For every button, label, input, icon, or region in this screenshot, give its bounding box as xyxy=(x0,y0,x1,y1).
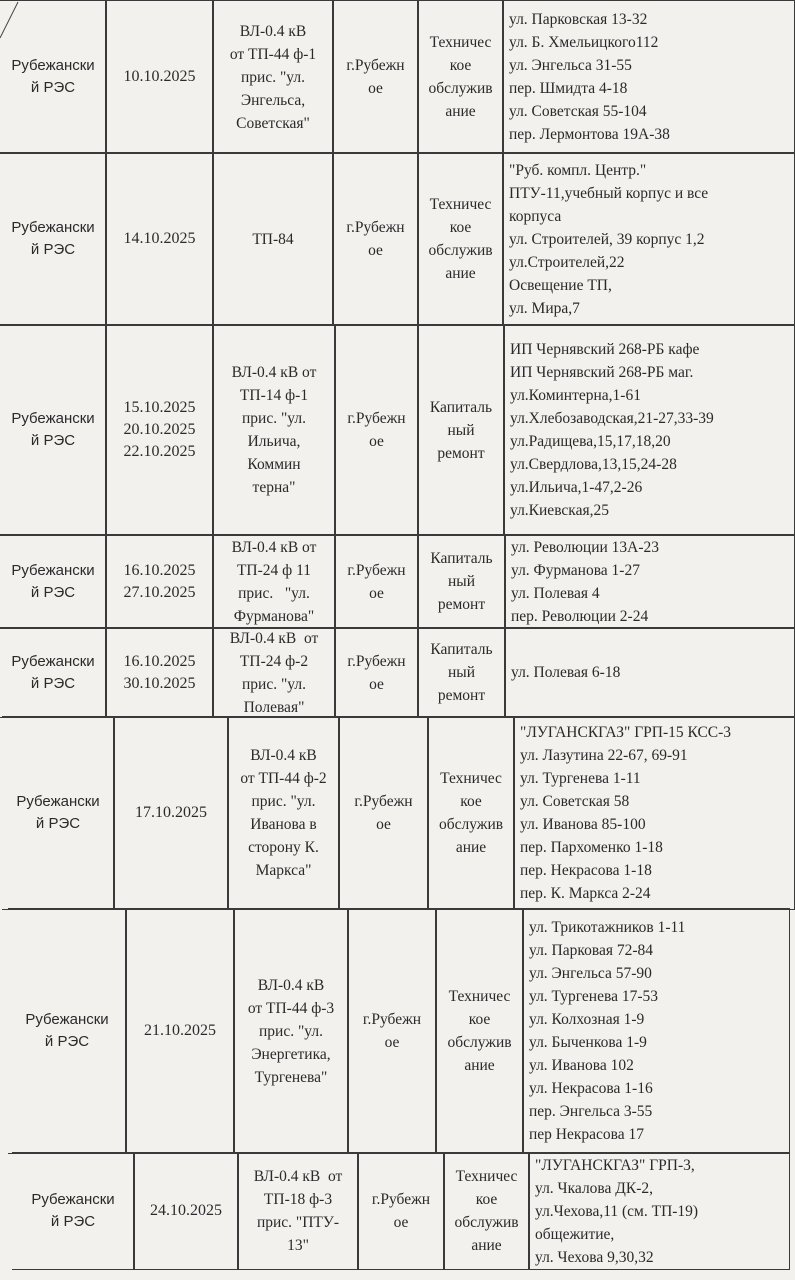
address-cell xyxy=(505,535,795,628)
address-line: ул. Некрасова 1-16 xyxy=(529,1080,653,1097)
object-text-line: прис. "ул. xyxy=(242,410,306,427)
work-type-text-line: ание xyxy=(455,839,487,856)
address-line: ул. Мира,7 xyxy=(509,299,580,317)
address-line: ул. Тургенева 17-53 xyxy=(529,988,658,1005)
column-divider xyxy=(338,717,340,909)
object-text-line: ТП-14 ф-1 xyxy=(239,387,309,404)
work-type-text-line: кое xyxy=(449,219,472,236)
date-cell xyxy=(106,628,213,717)
city-text-line: ое xyxy=(369,584,384,602)
object-text-line: терна" xyxy=(252,479,296,496)
city-text-line: г.Рубежн xyxy=(354,793,413,810)
object-text-line: Фурманова" xyxy=(233,607,315,625)
object-text-line: ВЛ-0.4 кВ от xyxy=(253,1168,343,1185)
object-cell xyxy=(228,717,339,909)
address-line: ул. Фурманова 1-27 xyxy=(511,561,640,579)
work-type-text-line: ание xyxy=(445,265,476,282)
org-text-line: й РЭС xyxy=(30,241,76,258)
org-text-line: Рубежански xyxy=(11,410,95,427)
address-line: ул. Парковская 13-32 xyxy=(509,11,648,28)
address-line: ул. Быченкова 1-9 xyxy=(529,1034,647,1051)
address-line: ул. Энгельса 57-90 xyxy=(529,965,652,982)
org-text-line: й РЭС xyxy=(35,815,81,832)
address-line: ул. Иванова 102 xyxy=(529,1057,634,1074)
org-text-line: й РЭС xyxy=(30,432,76,449)
address-line: ул. Строителей, 39 корпус 1,2 xyxy=(509,230,705,248)
address-line: ул.Чехова,11 (см. ТП-19) xyxy=(535,1202,699,1220)
org-text-line: Рубежански xyxy=(16,793,100,810)
column-divider xyxy=(334,325,336,535)
date-cell xyxy=(126,909,234,1153)
city-cell xyxy=(335,628,418,717)
org-cell xyxy=(2,717,114,909)
city-text-line: ое xyxy=(368,80,383,97)
column-divider xyxy=(212,628,214,717)
table-row xyxy=(2,716,795,910)
work-type-text-line: ремонт xyxy=(437,596,486,613)
date-text-line: 21.10.2025 xyxy=(144,1022,216,1039)
column-divider xyxy=(212,325,214,535)
city-cell xyxy=(348,909,436,1153)
column-divider xyxy=(435,909,437,1153)
address-line: ул.Киевская,25 xyxy=(510,502,609,519)
address-cell xyxy=(503,1,795,153)
table-row xyxy=(0,324,795,536)
column-divider xyxy=(357,1153,359,1269)
org-cell xyxy=(12,1153,134,1269)
address-cell xyxy=(503,153,795,325)
column-divider xyxy=(105,535,107,628)
object-cell xyxy=(213,153,333,325)
column-divider xyxy=(237,1153,239,1269)
org-text-line: Рубежански xyxy=(11,561,95,579)
work-type-cell xyxy=(418,535,505,628)
address-line: ПТУ-11,учебный корпус и все xyxy=(509,184,709,202)
address-line: пер. Революции 2-24 xyxy=(511,607,649,625)
city-text-line: г.Рубежн xyxy=(346,57,405,74)
date-text-line: 16.10.2025 xyxy=(123,561,196,579)
org-text-line: Рубежански xyxy=(11,219,95,236)
object-text-line: Коммин xyxy=(247,456,301,473)
date-text-line: 24.10.2025 xyxy=(150,1202,222,1219)
table-row xyxy=(0,534,795,629)
column-divider xyxy=(528,1153,530,1269)
object-text-line: Полевая" xyxy=(243,698,305,716)
column-divider xyxy=(212,535,214,628)
city-cell xyxy=(358,1153,444,1269)
work-type-text-line: Капиталь xyxy=(430,641,493,658)
city-text-line: г.Рубежн xyxy=(347,652,406,670)
org-cell xyxy=(0,628,106,717)
city-text-line: ое xyxy=(393,1214,409,1231)
object-text-line: Энергетика, xyxy=(251,1045,331,1063)
work-type-text-line: ный xyxy=(447,573,475,590)
column-divider xyxy=(105,1,107,153)
object-text-line: от ТП-44 ф-2 xyxy=(240,770,327,787)
address-line: ул.Коминтерна,1-61 xyxy=(510,387,641,404)
city-cell xyxy=(333,1,418,153)
address-line: ул. Революции 13А-23 xyxy=(511,538,660,556)
object-text-line: ТП-24 ф 11 xyxy=(236,561,312,579)
date-cell xyxy=(106,325,213,535)
column-divider xyxy=(513,717,515,909)
address-line: пер. Пархоменко 1-18 xyxy=(520,839,663,856)
address-line: ул. Трикотажников 1-11 xyxy=(529,919,686,936)
column-divider xyxy=(417,535,419,628)
column-divider xyxy=(417,325,419,535)
work-type-cell xyxy=(444,1153,529,1269)
address-line: ул. Советская 55-104 xyxy=(509,103,647,120)
column-divider xyxy=(443,1153,445,1269)
address-line: ул. Б. Хмельицкого112 xyxy=(509,34,659,51)
object-text-line: прис. "ул. xyxy=(238,584,310,602)
work-type-cell xyxy=(436,909,523,1153)
object-cell xyxy=(234,909,348,1153)
city-text-line: г.Рубежн xyxy=(371,1191,431,1208)
table-row xyxy=(12,1152,790,1270)
city-cell xyxy=(335,325,418,535)
object-cell xyxy=(213,628,335,717)
work-type-cell xyxy=(428,717,514,909)
city-text-line: г.Рубежн xyxy=(362,1011,422,1028)
city-text-line: г.Рубежн xyxy=(346,219,405,236)
work-type-text-line: ремонт xyxy=(437,444,485,462)
city-text-line: г.Рубежн xyxy=(347,561,406,579)
object-text-line: 13" xyxy=(287,1237,309,1254)
org-text-line: Рубежански xyxy=(11,652,95,670)
column-divider xyxy=(334,628,336,717)
object-text-line: сторону К. xyxy=(248,839,319,856)
org-text-line: Рубежански xyxy=(11,57,95,74)
address-line: ул.Свердлова,13,15,24-28 xyxy=(510,456,677,473)
address-line: ул. Парковая 72-84 xyxy=(529,942,654,959)
work-type-text-line: кое xyxy=(449,57,472,74)
address-line: ул.Ильича,1-47,2-26 xyxy=(510,479,643,496)
org-cell xyxy=(0,1,106,153)
org-text-line: й РЭС xyxy=(30,674,76,692)
work-type-text-line: Техничес xyxy=(429,196,492,213)
object-text-line: ВЛ-0.4 кВ xyxy=(239,22,307,40)
object-text-line: ТП-84 xyxy=(252,230,294,248)
address-line: ул. Чкалова ДК-2, xyxy=(535,1179,653,1197)
work-type-cell xyxy=(418,153,503,325)
work-type-text-line: ание xyxy=(471,1237,502,1254)
date-cell xyxy=(106,153,213,325)
work-type-cell xyxy=(418,1,503,153)
column-divider xyxy=(332,153,334,325)
work-type-text-line: Техничес xyxy=(455,1168,518,1185)
object-text-line: ВЛ-0.4 кВ от xyxy=(231,364,317,381)
address-cell xyxy=(514,717,795,909)
address-line: пер. Лермонтова 19А-38 xyxy=(509,126,670,143)
table-row xyxy=(0,0,795,154)
work-type-text-line: Капиталь xyxy=(429,398,493,416)
address-line: ул. Колхозная 1-9 xyxy=(529,1011,645,1028)
address-cell xyxy=(504,325,795,535)
object-text-line: ВЛ-0.4 кВ xyxy=(250,747,317,764)
column-divider xyxy=(502,1,504,153)
column-divider xyxy=(502,153,504,325)
column-divider xyxy=(789,1153,791,1269)
object-text-line: ТП-18 ф-3 xyxy=(263,1191,333,1208)
address-line: ул. Иванова 85-100 xyxy=(520,816,646,833)
org-text-line: й РЭС xyxy=(30,583,76,601)
column-divider xyxy=(227,717,229,909)
work-type-text-line: ание xyxy=(464,1057,495,1074)
table-row xyxy=(8,908,790,1154)
date-text-line: 27.10.2025 xyxy=(123,583,196,601)
address-line: пер. К. Маркса 2-24 xyxy=(520,885,651,902)
column-divider xyxy=(105,325,107,535)
column-divider xyxy=(105,153,107,325)
address-line: ул. Энгельса 31-55 xyxy=(509,57,632,74)
date-text-line: 17.10.2025 xyxy=(135,804,207,821)
org-cell xyxy=(0,535,106,628)
work-type-text-line: обслужив xyxy=(428,80,493,97)
work-type-text-line: Техничес xyxy=(448,988,511,1005)
address-line: общежитие, xyxy=(535,1225,615,1243)
work-type-text-line: ремонт xyxy=(437,687,486,704)
table-row xyxy=(0,152,795,326)
city-text-line: ое xyxy=(369,433,384,450)
work-type-text-line: Техничес xyxy=(429,34,492,51)
address-line: "ЛУГАНСКГАЗ" ГРП-15 КСС-3 xyxy=(520,724,732,741)
city-cell xyxy=(335,535,418,628)
address-cell xyxy=(523,909,795,1153)
object-text-line: ТП-24 ф-2 xyxy=(239,652,309,670)
address-cell xyxy=(529,1153,795,1269)
column-divider xyxy=(334,535,336,628)
column-divider xyxy=(133,1153,135,1269)
work-type-text-line: Капиталь xyxy=(430,550,493,567)
date-text-line: 10.10.2025 xyxy=(123,68,196,85)
address-line: пер. Шмидта 4-18 xyxy=(509,80,628,97)
address-line: ул.Радищева,15,17,18,20 xyxy=(510,433,671,450)
column-divider xyxy=(417,153,419,325)
column-divider xyxy=(417,1,419,153)
work-type-text-line: обслужив xyxy=(438,816,504,833)
address-line: пер. Некрасова 1-18 xyxy=(520,862,652,879)
address-line: ИП Чернявский 268-РБ маг. xyxy=(510,364,694,381)
object-text-line: прис. "ул. xyxy=(242,675,306,693)
work-type-text-line: обслужив xyxy=(454,1214,519,1231)
address-line: пер Некрасова 17 xyxy=(529,1126,645,1143)
address-line: ул.Строителей,22 xyxy=(509,253,625,271)
object-text-line: ВЛ-0.4 кВ от xyxy=(229,629,319,647)
object-text-line: прис. "ул. xyxy=(251,793,316,810)
org-text-line: й РЭС xyxy=(30,79,76,96)
object-text-line: прис. "ул. xyxy=(241,68,305,86)
date-text-line: 14.10.2025 xyxy=(123,230,196,247)
object-text-line: Тургенева" xyxy=(254,1068,328,1086)
address-line: ул. Советская 58 xyxy=(520,793,630,810)
address-line: ИП Чернявский 268-РБ кафе xyxy=(510,341,700,358)
object-text-line: прис. "ул. xyxy=(259,1022,323,1040)
date-text-line: 22.10.2025 xyxy=(123,443,196,460)
address-line: корпуса xyxy=(509,207,562,225)
column-divider xyxy=(427,717,429,909)
work-type-text-line: обслужив xyxy=(428,242,493,259)
address-line: ул. Лазутина 22-67, 69-91 xyxy=(520,747,688,764)
date-cell xyxy=(106,1,213,153)
org-text-line: Рубежански xyxy=(25,1011,109,1028)
address-line: пер. Энгельса 3-55 xyxy=(529,1103,653,1120)
column-divider xyxy=(347,909,349,1153)
object-text-line: прис. "ПТУ- xyxy=(256,1214,340,1231)
city-cell xyxy=(333,153,418,325)
org-text-line: Рубежански xyxy=(31,1191,115,1208)
object-text-line: Ильича, xyxy=(247,433,301,450)
date-text-line: 15.10.2025 xyxy=(123,399,196,416)
column-divider xyxy=(233,909,235,1153)
org-text-line: й РЭС xyxy=(50,1213,96,1230)
address-line: ул. Чехова 9,30,32 xyxy=(535,1248,654,1266)
object-text-line: от ТП-44 ф-3 xyxy=(247,999,335,1017)
column-divider xyxy=(105,628,107,717)
column-divider xyxy=(212,153,214,325)
address-cell xyxy=(505,628,795,717)
column-divider xyxy=(212,1,214,153)
city-text-line: ое xyxy=(376,816,391,833)
address-line: ул. Полевая 6-18 xyxy=(511,664,621,681)
column-divider xyxy=(504,535,506,628)
table-row xyxy=(0,627,795,718)
city-text-line: ое xyxy=(368,242,383,259)
date-text-line: 16.10.2025 xyxy=(123,652,196,670)
address-line: Освещение ТП, xyxy=(509,276,612,294)
column-divider xyxy=(503,325,505,535)
city-text-line: ое xyxy=(369,675,384,693)
object-cell xyxy=(213,1,333,153)
date-cell xyxy=(134,1153,238,1269)
work-type-cell xyxy=(418,325,504,535)
object-cell xyxy=(238,1153,358,1269)
org-text-line: й РЭС xyxy=(44,1033,90,1050)
work-type-text-line: Техничес xyxy=(440,770,502,787)
column-divider xyxy=(332,1,334,153)
object-cell xyxy=(213,325,335,535)
column-divider xyxy=(125,909,127,1153)
work-type-text-line: кое xyxy=(460,793,482,810)
object-text-line: от ТП-44 ф-1 xyxy=(229,45,317,63)
object-text-line: Иванова в xyxy=(250,816,317,833)
object-text-line: Советская" xyxy=(236,114,310,132)
object-text-line: ВЛ-0.4 кВ от xyxy=(231,538,317,556)
date-text-line: 20.10.2025 xyxy=(123,421,196,438)
column-divider xyxy=(522,909,524,1153)
address-line: ул.Хлебозаводская,21-27,33-39 xyxy=(510,410,714,427)
date-cell xyxy=(106,535,213,628)
object-cell xyxy=(213,535,335,628)
date-cell xyxy=(114,717,228,909)
work-type-text-line: кое xyxy=(468,1011,491,1028)
address-line: "Руб. компл. Центр." xyxy=(509,161,647,179)
work-type-text-line: обслужив xyxy=(447,1034,512,1051)
address-line: ул. Полевая 4 xyxy=(511,584,600,602)
date-text-line: 30.10.2025 xyxy=(123,674,196,692)
object-text-line: Маркса" xyxy=(255,862,312,879)
address-line: ул. Тургенева 1-11 xyxy=(520,770,641,787)
work-type-text-line: кое xyxy=(475,1191,498,1208)
org-cell xyxy=(0,153,106,325)
org-cell xyxy=(0,325,106,535)
city-text-line: ое xyxy=(384,1034,400,1051)
address-line: "ЛУГАНСКГАЗ" ГРП-3, xyxy=(535,1156,695,1174)
object-text-line: Энгельса, xyxy=(240,91,306,109)
column-divider xyxy=(417,628,419,717)
city-text-line: г.Рубежн xyxy=(347,410,406,427)
work-type-text-line: ный xyxy=(447,421,475,439)
work-type-text-line: ный xyxy=(447,664,475,681)
column-divider xyxy=(789,909,791,1153)
work-type-text-line: ание xyxy=(445,103,476,120)
city-cell xyxy=(339,717,428,909)
object-text-line: ВЛ-0.4 кВ xyxy=(257,976,325,994)
column-divider xyxy=(113,717,115,909)
column-divider xyxy=(504,628,506,717)
work-type-cell xyxy=(418,628,505,717)
org-cell xyxy=(8,909,126,1153)
